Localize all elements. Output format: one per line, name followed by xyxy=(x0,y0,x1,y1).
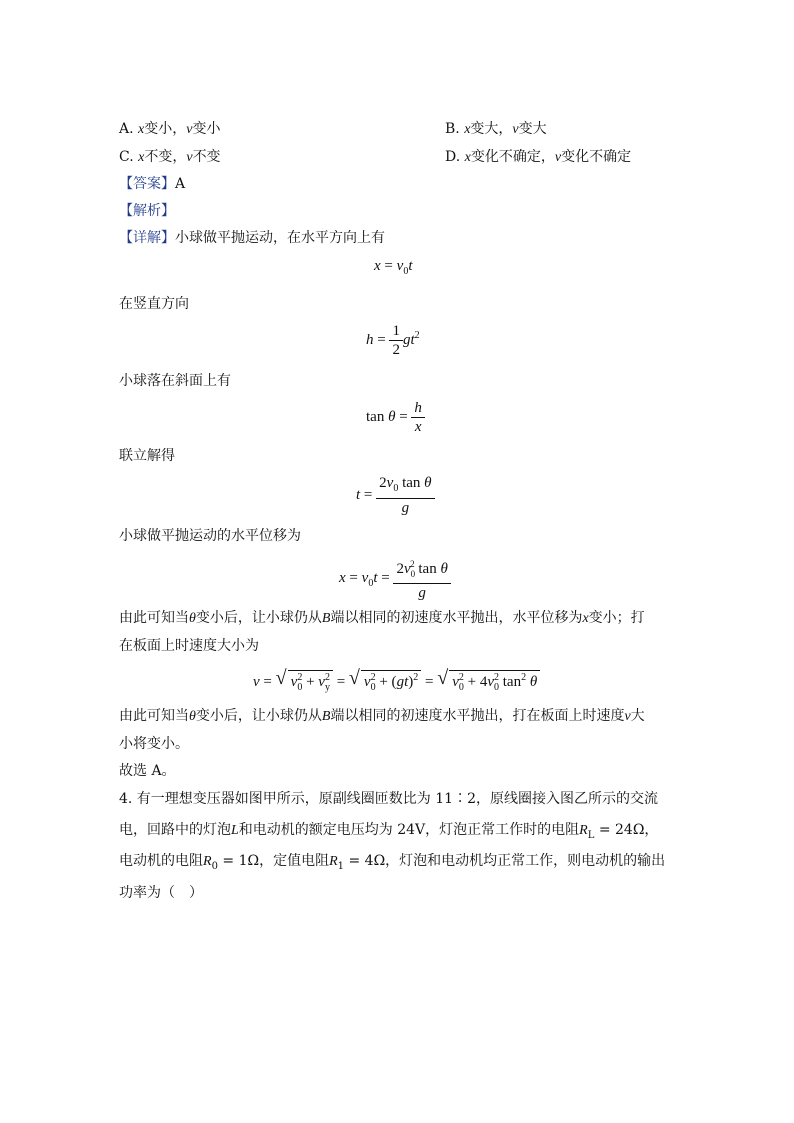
choose-line: 故选 A。 xyxy=(119,763,176,779)
option-b-x: x xyxy=(464,122,471,137)
equation-h: h = $\frac{1}{2}$ $gt^2$ xyxy=(366,323,420,358)
option-b-mid: 变大， xyxy=(470,121,513,137)
option-d-prefix: D. xyxy=(445,149,465,165)
option-a-prefix: A. xyxy=(119,121,139,137)
option-a xyxy=(119,120,220,139)
option-a-x: x xyxy=(138,122,145,137)
analysis-label: 【解析】 xyxy=(119,203,175,219)
detail-intro: 小球做平抛运动，在水平方向上有 xyxy=(175,230,385,246)
equation-t: t = $\frac{2v_0 \tan \theta}{g}$ xyxy=(356,474,435,517)
option-d-mid: 变化不确定， xyxy=(470,149,555,165)
option-b-tail: 变大 xyxy=(518,121,547,137)
solve-line: 联立解得 xyxy=(119,448,175,464)
option-d-x: x xyxy=(464,150,471,165)
question4-line3: 电动机的电阻$R_0 = 1\Omega$，定值电阻$R_1 = 4\Omega$，灯泡和电动机均正常工作，则电动机的输出 xyxy=(119,853,666,872)
option-b-v: v xyxy=(512,122,519,137)
conclusion1-line2: 在板面上时速度大小为 xyxy=(119,638,259,654)
option-c xyxy=(119,148,221,167)
equation-x-disp: $x = v_0t$ = $\frac{2v_0^2 \tan \theta}{g}$ xyxy=(339,555,451,602)
question4-line1: 4. 有一理想变压器如图甲所示，原副线圈匝数比为 11∶2，原线圈接入图乙所示的交流 xyxy=(119,791,658,807)
option-a-tail: 变小 xyxy=(192,121,221,137)
option-d-tail: 变化不确定 xyxy=(561,149,632,165)
conclusion2-line1: 由此可知当θ变小后，让小球仍从B端以相同的初速度水平抛出，打在板面上时速度v大 xyxy=(119,708,645,724)
question4-line4: 功率为（ ） xyxy=(119,885,203,901)
option-d-v: v xyxy=(554,150,562,165)
option-c-prefix: C. xyxy=(119,149,139,165)
option-b xyxy=(445,120,547,139)
answer-label: 【答案】 xyxy=(119,176,175,192)
equation-x-v0t: $x = v_0t$ xyxy=(374,258,413,277)
option-c-tail: 不变 xyxy=(192,149,221,165)
option-c-v: v xyxy=(186,150,193,165)
disp-line: 小球做平抛运动的水平位移为 xyxy=(119,528,301,544)
option-a-v: v xyxy=(186,122,193,137)
equation-speed: v = √ $v_0^2 + v_y^2$ = √ $v_0^2 + (gt)^2$ = √ $v_0^2 + 4v_0^2$ $\tan^2 \theta$ xyxy=(253,670,540,693)
question4-line2: 电，回路中的灯泡L和电动机的额定电压均为 24V，灯泡正常工作时的电阻$R_L = 24\Omega$， xyxy=(119,822,659,841)
vertical-line: 在竖直方向 xyxy=(119,296,189,312)
option-c-x: x xyxy=(138,150,145,165)
answer-value: A xyxy=(175,176,186,192)
answer-line xyxy=(119,175,185,193)
option-c-mid: 不变， xyxy=(144,149,187,165)
conclusion2-line2: 小将变小。 xyxy=(119,736,189,752)
conclusion1-line1: 由此可知当θ变小后，让小球仍从B端以相同的初速度水平抛出，水平位移为x变小；打 xyxy=(119,610,645,626)
on-slope-line: 小球落在斜面上有 xyxy=(119,373,231,389)
option-d xyxy=(445,148,631,167)
option-a-mid: 变小， xyxy=(144,121,187,137)
equation-tan: tan θ = $\frac{h}{x}$ xyxy=(366,399,425,436)
option-b-prefix: B. xyxy=(445,121,465,137)
detail-label: 【详解】 xyxy=(119,230,175,246)
detail-intro-line xyxy=(119,229,385,247)
